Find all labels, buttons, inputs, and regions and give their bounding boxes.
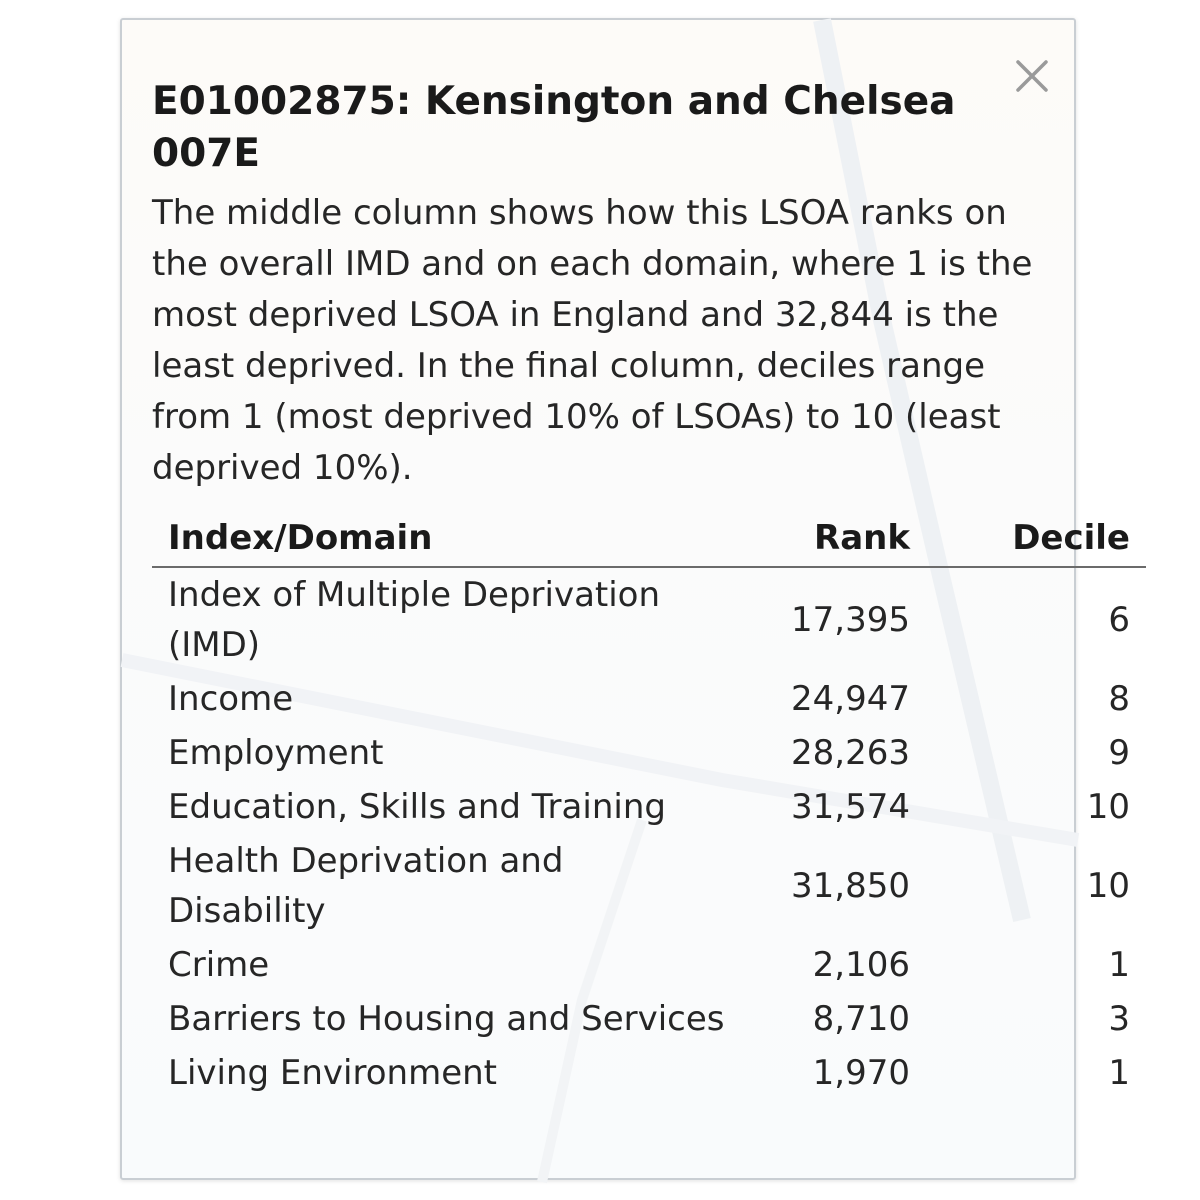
table-row (152, 1046, 1146, 1100)
deprivation-table (152, 510, 1146, 1100)
close-button[interactable] (1012, 56, 1052, 96)
row-rank: 24,947 (791, 679, 910, 719)
popup-description: The middle column shows how this LSOA ranks on the overall IMD and on each domain, where 1 is the most deprived LSOA in England and 32,844 is the least deprived. In the final column, deciles range from 1 (most deprived 10% of LSOAs) to 10 (least deprived 10%). (152, 193, 1033, 488)
row-domain-name: Crime (168, 945, 270, 985)
row-domain-name: Barriers to Housing and Services (168, 999, 725, 1039)
row-decile: 6 (1108, 600, 1130, 640)
row-domain-name: Living Environment (168, 1053, 497, 1093)
popup-title: E01002875: Kensington and Chelsea 007E (152, 79, 956, 176)
table-row (152, 834, 1146, 938)
header-decile: Decile (926, 510, 1146, 567)
table-row (152, 567, 1146, 672)
row-domain-name: Education, Skills and Training (168, 787, 666, 827)
row-decile: 3 (1108, 999, 1130, 1039)
table-row (152, 672, 1146, 726)
lsoa-info-popup (120, 18, 1130, 1180)
table-row (152, 780, 1146, 834)
row-decile: 1 (1108, 945, 1130, 985)
row-rank: 17,395 (791, 600, 910, 640)
row-rank: 1,970 (812, 1053, 910, 1093)
row-rank: 31,850 (791, 866, 910, 906)
row-decile: 10 (1086, 866, 1130, 906)
row-domain-name: Index of Multiple Deprivation (IMD) (168, 575, 661, 665)
table-header-row (152, 510, 1146, 567)
row-rank: 28,263 (791, 733, 910, 773)
row-domain-name: Health Deprivation and Disability (168, 841, 564, 931)
header-rank: Rank (744, 510, 926, 567)
row-rank: 8,710 (812, 999, 910, 1039)
row-decile: 1 (1108, 1053, 1130, 1093)
row-domain-name: Income (168, 679, 294, 719)
header-index-domain: Index/Domain (152, 510, 744, 567)
row-rank: 31,574 (791, 787, 910, 827)
table-row (152, 992, 1146, 1046)
table-row (152, 726, 1146, 780)
row-rank: 2,106 (812, 945, 910, 985)
row-decile: 9 (1108, 733, 1130, 773)
table-row (152, 938, 1146, 992)
row-decile: 8 (1108, 679, 1130, 719)
row-decile: 10 (1086, 787, 1130, 827)
row-domain-name: Employment (168, 733, 384, 773)
close-icon (1012, 56, 1052, 96)
